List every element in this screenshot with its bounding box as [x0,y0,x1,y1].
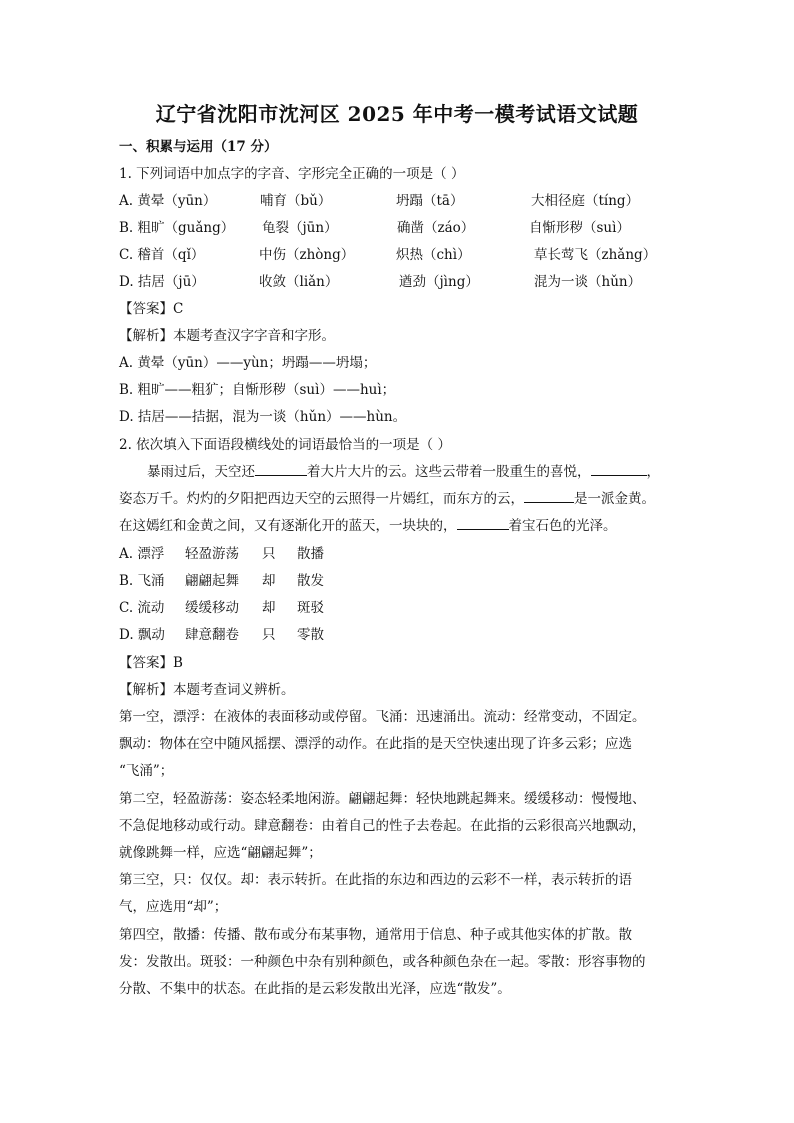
q2-option-d-3: 只 [262,627,276,643]
q1-option-b-2: 龟裂（jūn） [262,220,338,236]
q2-option-c-1: C. 流动 [119,600,165,616]
q2-analysis-line: 发：发散出。斑驳：一种颜色中杂有别种颜色，或各种颜色杂在一起。零散：形容事物的 [119,954,646,970]
q2-passage-line [147,463,660,481]
q2-option-d-1: D. 飘动 [119,627,165,643]
q2-option-c-2: 缓缓移动 [185,600,239,616]
q1-option-a-2: 哺育（bǔ） [260,193,332,209]
q2-analysis-line: 第三空，只：仅仅。却：表示转折。在此指的东边和西边的云彩不一样，表示转折的语 [119,872,632,888]
q1-answer: 【答案】C [119,301,184,317]
q2-passage-text: 在这嫣红和金黄之间，又有逐渐化开的蓝天，一块块的， [119,518,457,534]
q2-analysis-line: 分散、不集中的状态。在此指的是云彩发散出光泽，应选“散发”。 [119,981,511,997]
q2-option-b-3: 却 [262,573,276,589]
q2-passage-text: 暴雨过后，天空还 [147,464,255,480]
q2-analysis-line: 飘动：物体在空中随风摇摆、漂浮的动作。在此指的是天空快速出现了许多云彩；应选 [119,736,632,752]
q2-analysis-line: “飞涌”； [119,763,174,779]
q1-option-c-4: 草长莺飞（zhǎng） [534,247,657,263]
q2-option-b-4: 散发 [297,573,324,589]
q2-option-c-4: 斑驳 [297,600,324,616]
fill-blank [255,463,307,476]
q1-analysis-head: 【解析】本题考查汉字字音和字形。 [119,328,335,344]
q2-analysis-line: 第二空，轻盈游荡：姿态轻柔地闲游。翩翩起舞：轻快地跳起舞来。缓缓移动：慢慢地、 [119,791,646,807]
q2-passage-text: 姿态万千。灼灼的夕阳把西边天空的云照得一片嫣红，而东方的云， [119,491,524,507]
q2-analysis-line: 就像跳舞一样，应选“翩翩起舞”； [119,845,322,861]
q1-option-b-1: B. 粗旷（guǎng） [119,220,235,236]
q2-option-d-2: 肆意翻卷 [185,627,239,643]
q2-passage-text: ， [646,464,660,480]
q1-option-c-3: 炽热（chì） [396,247,471,263]
q2-answer: 【答案】B [119,655,183,671]
q1-option-b-3: 确凿（záo） [397,220,475,236]
q1-option-a-4: 大相径庭（tíng） [531,193,640,209]
q2-passage-text: 着宝石色的光泽。 [508,518,617,534]
fill-blank [457,517,509,530]
q2-option-c-3: 却 [262,600,276,616]
q1-analysis-line: B. 粗旷——粗犷；自惭形秽（suì）——huì； [119,382,396,398]
q1-option-b-4: 自惭形秽（suì） [529,220,630,236]
section-heading: 一、积累与运用（17 分） [119,139,278,155]
q2-passage-line [119,517,617,535]
q2-option-a-3: 只 [262,546,276,562]
q1-analysis-line: A. 黄晕（yūn）——yùn；坍蹋——坍塌； [119,355,377,371]
q2-analysis-line: 气，应选用“却”； [119,899,228,915]
q2-passage-line [119,490,655,508]
q2-option-a-2: 轻盈游荡 [185,546,239,562]
q2-passage-text: 着大片大片的云。这些云带着一股重生的喜悦， [307,464,591,480]
q2-analysis-head: 【解析】本题考查词义辨析。 [119,682,295,698]
q2-stem: 2. 依次填入下面语段横线处的词语最恰当的一项是（ ） [119,437,451,453]
q2-option-b-2: 翩翩起舞 [185,573,239,589]
q1-analysis-line: D. 拮居——拮据，混为一谈（hǔn）——hùn。 [119,409,407,425]
q1-option-d-2: 收敛（liǎn） [259,274,339,290]
fill-blank [591,463,647,476]
q1-option-d-4: 混为一谈（hǔn） [534,274,642,290]
q1-option-d-3: 遒劲（jìng） [399,274,479,290]
q2-option-a-1: A. 漂浮 [119,546,165,562]
q2-analysis-line: 不急促地移动或行动。肆意翻卷：由着自己的性子去卷起。在此指的云彩很高兴地飘动， [119,818,646,834]
q2-passage-text: 是一派金黄。 [574,491,655,507]
q1-option-a-3: 坍蹋（tā） [396,193,464,209]
q2-option-d-4: 零散 [297,627,324,643]
q1-stem: 1. 下列词语中加点字的字音、字形完全正确的一项是（ ） [119,166,465,182]
fill-blank [524,490,574,503]
q2-analysis-line: 第一空，漂浮：在液体的表面移动或停留。飞涌：迅速涌出。流动：经常变动，不固定。 [119,709,646,725]
q2-analysis-line: 第四空，散播：传播、散布或分布某事物，通常用于信息、种子或其他实体的扩散。散 [119,927,632,943]
q2-option-a-4: 散播 [297,546,324,562]
document-title: 辽宁省沈阳市沈河区 2025 年中考一模考试语文试题 [155,102,639,126]
q2-option-b-1: B. 飞涌 [119,573,165,589]
q1-option-c-2: 中伤（zhòng） [259,247,355,263]
q1-option-a-1: A. 黄晕（yūn） [119,193,217,209]
q1-option-c-1: C. 稽首（qǐ） [119,247,205,263]
q1-option-d-1: D. 拮居（jū） [119,274,205,290]
